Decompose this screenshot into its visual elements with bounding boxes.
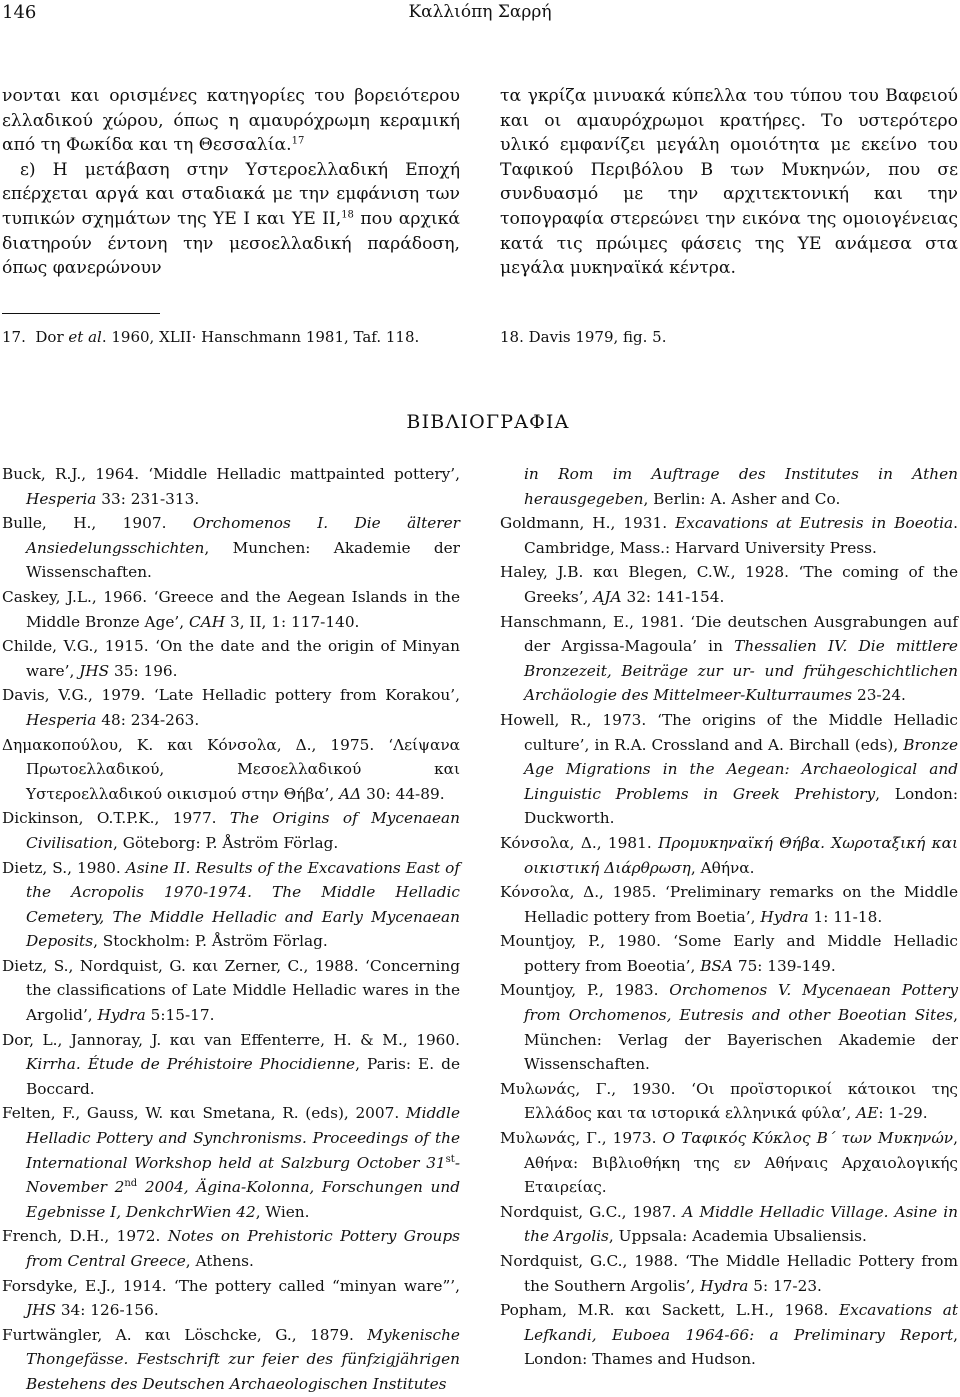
bib-entry: Κόνσολα, Δ., 1981. Προμυκηναϊκή Θήβα. Χωροταξική και οικιστική Διάρθρωση, Αθήνα. bbox=[500, 833, 958, 877]
bib-entry-continuation: in Rom im Auftrage des Institutes in Athen herausgegeben, Berlin: A. Asher and Co. bbox=[524, 465, 958, 508]
bib-entry: Dietz, S., Nordquist, G. και Zerner, C., 1988. ‘Concerning the classifications of Late Middle Helladic wares in the Argolid’, Hydra 5:15-17. bbox=[2, 956, 460, 1025]
bib-entry: Mountjoy, P., 1980. ‘Some Early and Middle Helladic pottery from Boeotia’, BSA 75: 139-149. bbox=[500, 932, 958, 975]
body-paragraph: νονται και ορισμένες κατηγορίες του βορειότερου ελλαδικού χώρου, όπως η αμαυρόχρωμη κεραμική από τη Φωκίδα και τη Θεσσαλία.$^{17}$ bbox=[2, 86, 460, 156]
bib-entry: Μυλωνάς, Γ., 1930. ‘Οι προϊστορικοί κάτοικοι της Ελλάδος και τα ιστορικά ελληνικά φύλα’, ΑΕ: 1-29. bbox=[500, 1079, 958, 1123]
bib-entry: Bulle, H., 1907. Orchomenos I. Die älterer Ansiedelungsschichten, Munchen: Akademie der Wissenschaften. bbox=[2, 514, 460, 582]
footnote-18: 18. Davis 1979, fig. 5. bbox=[500, 328, 667, 346]
bibliography-column-right bbox=[500, 462, 958, 1372]
bib-entry: Forsdyke, E.J., 1914. ‘The pottery called “minyan ware”’, JHS 34: 126-156. bbox=[2, 1276, 460, 1320]
bib-entry: Nordquist, G.C., 1988. ‘The Middle Helladic Pottery from the Southern Argolis’, Hydra 5: 17-23. bbox=[500, 1252, 958, 1295]
bibliography-column-left bbox=[2, 462, 460, 1397]
bib-entry: Mountjoy, P., 1983. Orchomenos V. Mycenaean Pottery from Orchomenos, Eutresis and other Boeotian Sites, München: Verlag der Bayerischen Akademie der Wissenschaften. bbox=[500, 981, 958, 1074]
bib-entry: French, D.H., 1972. Notes on Prehistoric Pottery Groups from Central Greece, Athens. bbox=[2, 1227, 460, 1270]
bib-entry: Howell, R., 1973. ‘The origins of the Middle Helladic culture’, in R.A. Crossland and A. Birchall (eds), Bronze Age Migrations in the Aegean: Archaeological and Linguistic Problems in Greek Prehistory, London: Duckworth. bbox=[500, 710, 959, 828]
footnote-17: 17. Dor et al. 1960, XLII· Hanschmann 1981, Taf. 118. bbox=[2, 328, 420, 346]
body-column-right bbox=[500, 84, 958, 281]
bib-entry: Childe, V.G., 1915. ‘On the date and the origin of Minyan ware’, JHS 35: 196. bbox=[2, 637, 460, 680]
bib-entry: Μυλωνάς, Γ., 1973. Ο Ταφικός Κύκλος Β΄ των Μυκηνών, Αθήνα: Βιβλιοθήκη της εν Αθήναις Αρχαιολογικής Εταιρείας. bbox=[500, 1129, 958, 1197]
bib-entry: Δημακοπούλου, Κ. και Κόνσολα, Δ., 1975. ‘Λείψανα Πρωτοελλαδικού, Μεσοελλαδικού και Υστεροελλαδικού οικισμού στην Θήβα’, ΑΔ 30: 44-89. bbox=[2, 735, 460, 803]
bib-entry: Nordquist, G.C., 1987. A Middle Helladic Village. Asine in the Argolis, Uppsala: Academia Ubsaliensis. bbox=[500, 1202, 958, 1246]
bibliography-heading: ΒΙΒΛΙΟΓΡΑΦΙΑ bbox=[406, 411, 570, 433]
running-title: Καλλιόπη Σαρρή bbox=[408, 2, 552, 22]
bib-entry: Popham, M.R. και Sackett, L.H., 1968. Excavations at Lefkandi, Euboea 1964-66: a Preliminary Report, London: Thames and Hudson. bbox=[500, 1301, 958, 1369]
page-number: 146 bbox=[2, 2, 37, 23]
bib-entry: Dickinson, O.T.P.K., 1977. The Origins of Mycenaean Civilisation, Göteborg: P. Åström Förlag. bbox=[2, 809, 461, 852]
footnote-divider bbox=[2, 313, 160, 314]
bib-entry: Furtwängler, A. και Löschcke, G., 1879. Mykenische Thongefässe. Festschrift zur feier des fünfzigjährigen Bestehens des Deutschen Archaeologischen Institutes bbox=[2, 1325, 460, 1393]
footnote-ref-18[interactable]: 18 bbox=[341, 209, 354, 221]
footnote-ref-17[interactable]: 17 bbox=[291, 135, 305, 147]
bib-entry: Dor, L., Jannoray, J. και van Effenterre, H. & M., 1960. Kirrha. Étude de Préhistoire Phocidienne, Paris: E. de Boccard. bbox=[2, 1030, 460, 1098]
body-paragraph: τα γκρίζα μινυακά κύπελλα του τύπου του Βαφειού και οι αμαυρόχρωμοι κρατήρες. Το υστερότερο υλικό εμφανίζει μεγάλη ομοιότητα με εκείνο του Ταφικού Περιβόλου Β των Μυκηνών, που σε συνδυασμό με την αρχιτεκτονική και την τοπογραφία στερεώνει την εικόνα της ομοιογένειας κατά τις πρώιμες φάσεις της ΥΕ ανάμεσα στα μεγάλα μυκηναϊκά κέντρα. bbox=[500, 86, 958, 279]
bib-entry: Buck, R.J., 1964. ‘Middle Helladic mattpainted pottery’, Hesperia 33: 231-313. bbox=[2, 465, 460, 508]
bib-entry: Davis, V.G., 1979. ‘Late Helladic pottery from Korakou’, Hesperia 48: 234-263. bbox=[2, 686, 460, 729]
page-header bbox=[0, 0, 960, 30]
bib-entry: Κόνσολα, Δ., 1985. ‘Preliminary remarks on the Middle Helladic pottery from Boetia’, Hydra 1: 11-18. bbox=[500, 883, 958, 926]
body-column-left bbox=[2, 84, 460, 281]
bib-entry: Haley, J.B. και Blegen, C.W., 1928. ‘The coming of the Greeks’, AJA 32: 141-154. bbox=[500, 563, 958, 606]
bib-entry: Dietz, S., 1980. Asine II. Results of the Excavations East of the Acropolis 1970-1974. The Middle Helladic Cemetery, The Middle Helladic and Early Mycenaean Deposits, Stockholm: P. Åström Förlag. bbox=[2, 858, 460, 951]
bib-entry: Goldmann, H., 1931. Excavations at Eutresis in Boeotia. Cambridge, Mass.: Harvard University Press. bbox=[500, 514, 958, 557]
body-paragraph: ε) Η μετάβαση στην Υστεροελλαδική Εποχή επέρχεται αργά και σταδιακά με την εμφάνιση των τυπικών σχημάτων της ΥΕ Ι και ΥΕ ΙΙ,$^{18}$ που αρχικά διατηρούν έντονη την μεσοελλαδική παράδοση, όπως φανερώνουν bbox=[2, 159, 460, 279]
bib-entry: Felten, F., Gauss, W. και Smetana, R. (eds), 2007. Middle Helladic Pottery and Synchronisms. Proceedings of the International Workshop held at Salzburg October 31st- November 2nd 2004, Ägina-Kolonna, Forschungen und Egebnisse I, DenkchrWien 42, Wien. bbox=[2, 1104, 461, 1221]
bib-entry: Hanschmann, E., 1981. ‘Die deutschen Ausgrabungen auf der Argissa-Magoula’ in Thessalien IV. Die mittlere Bronzezeit, Beiträge zur ur- und frühgeschichtlichen Archäologie des Mittelmeer-Kulturraumes 23-24. bbox=[500, 612, 958, 705]
bib-entry: Caskey, J.L., 1966. ‘Greece and the Aegean Islands in the Middle Bronze Age’, CAH 3, II, 1: 117-140. bbox=[2, 587, 460, 631]
